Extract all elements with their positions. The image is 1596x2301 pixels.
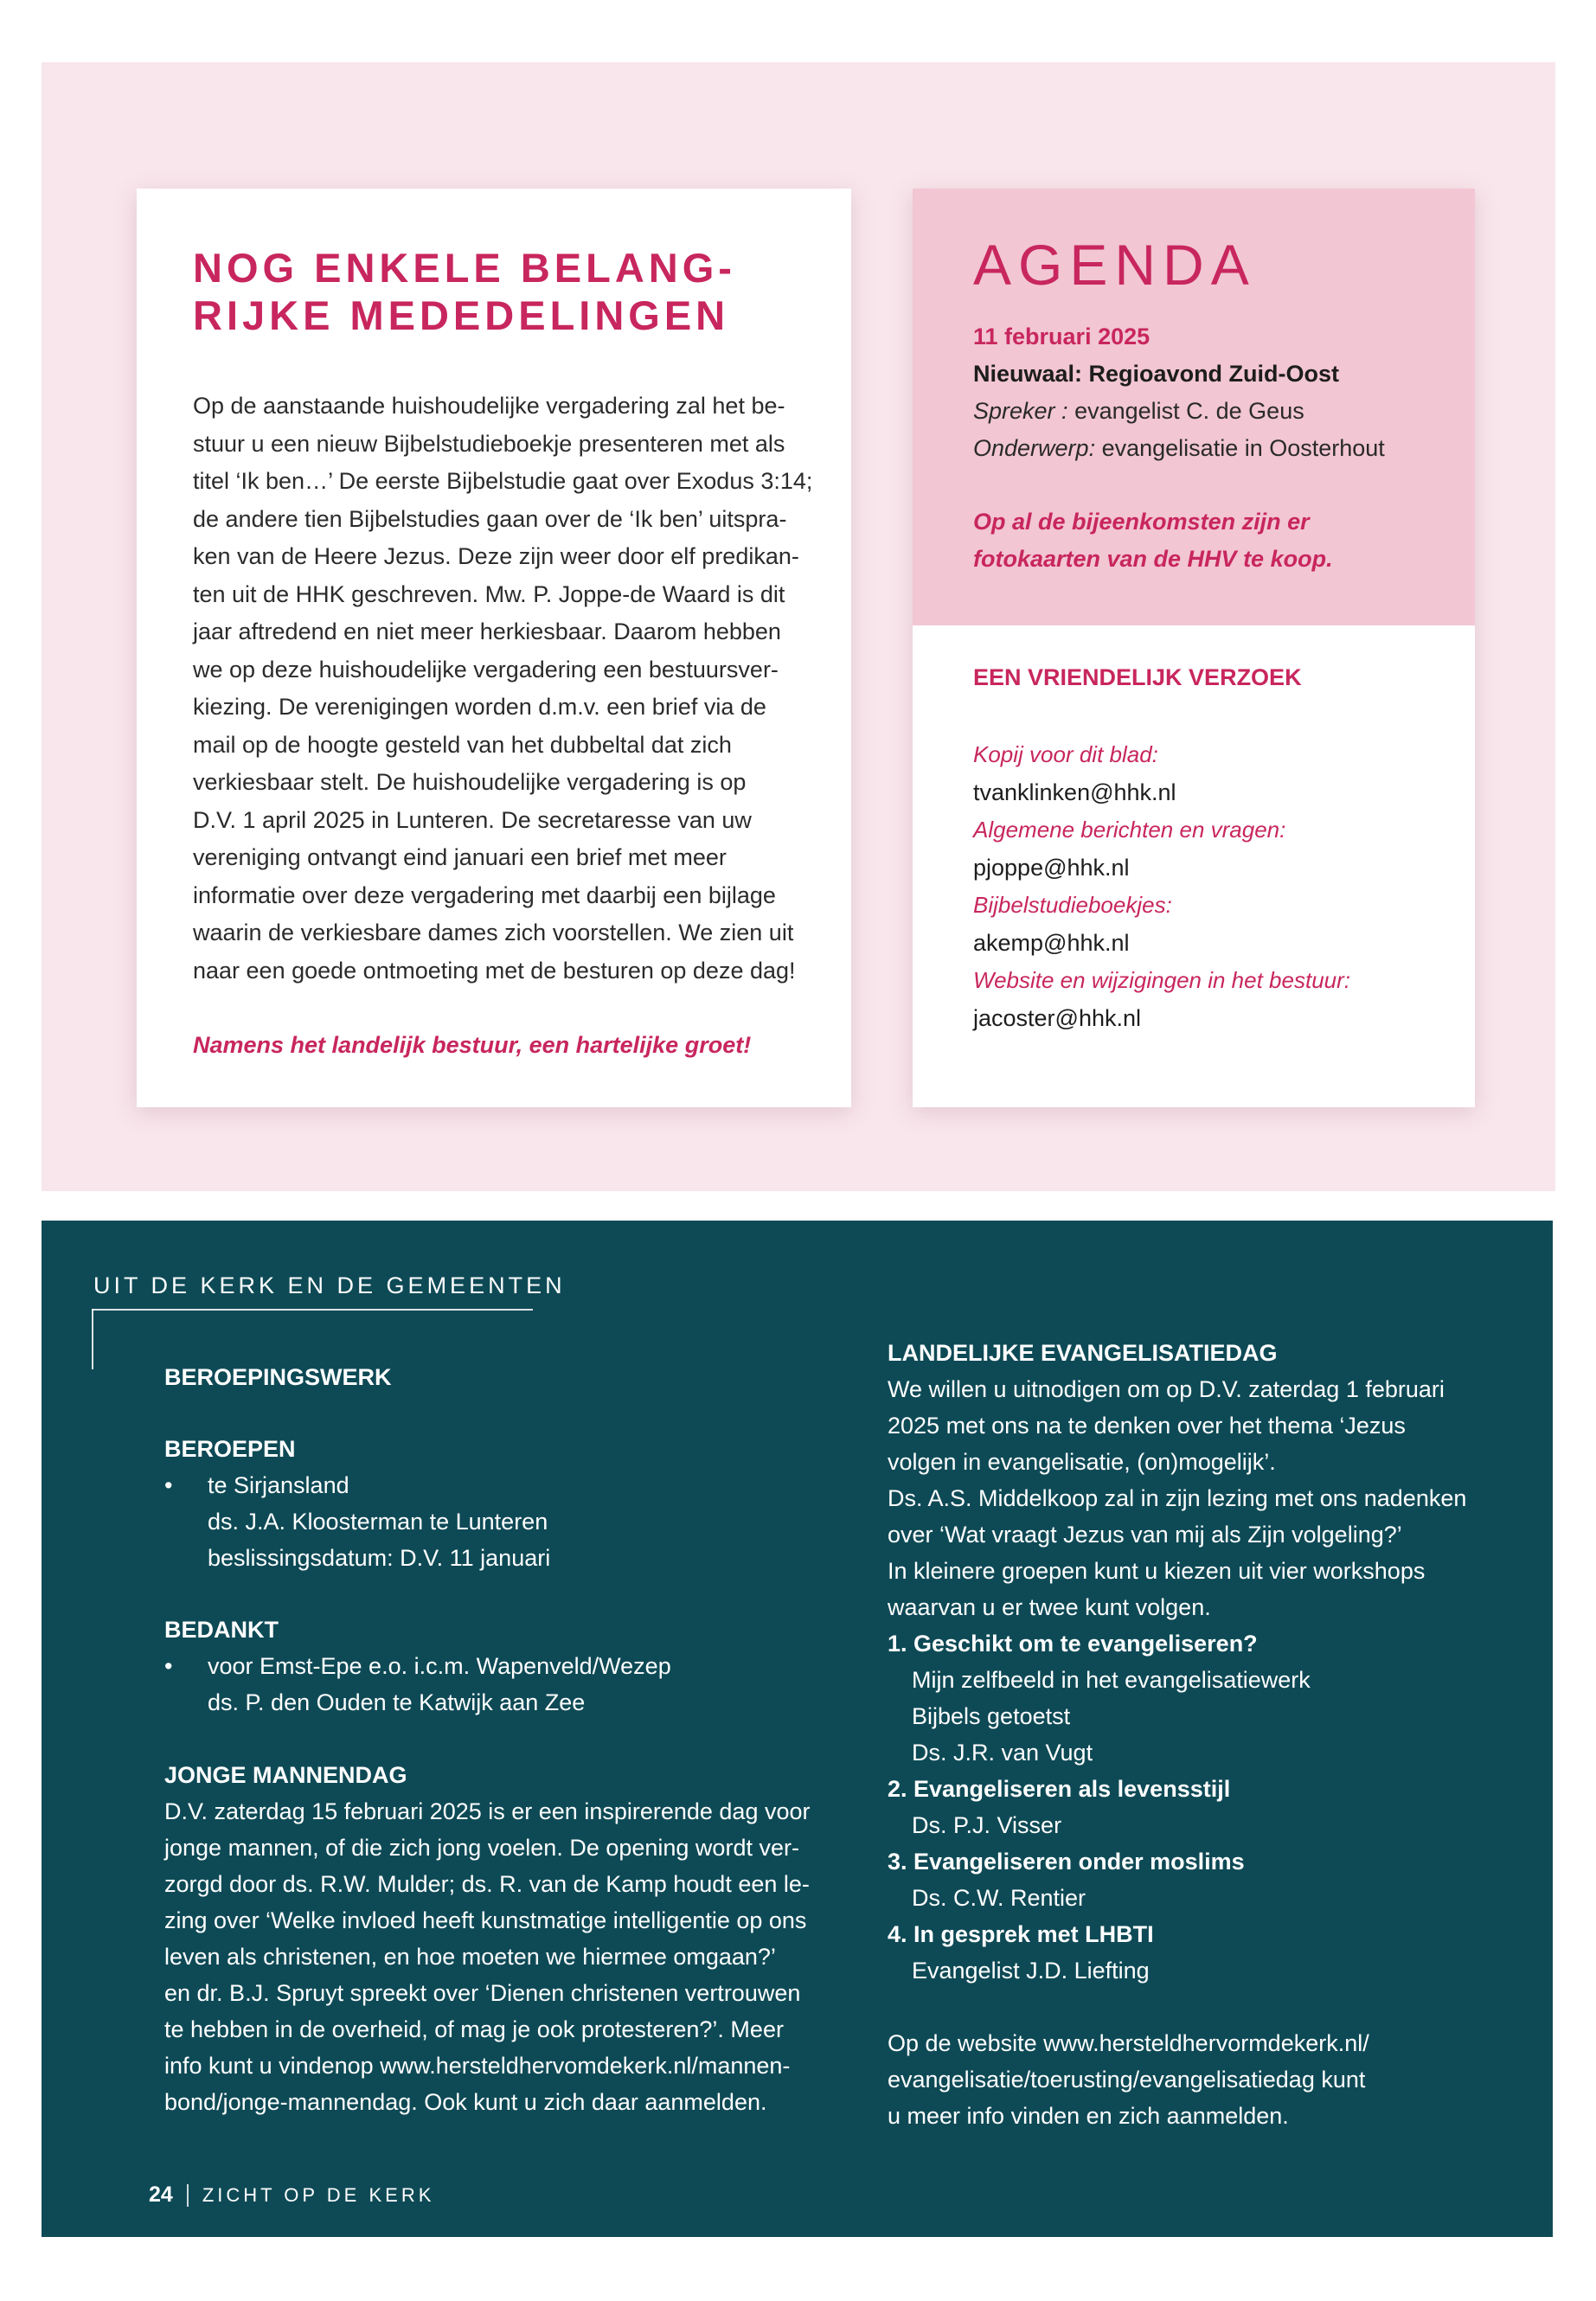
body-line: de andere tien Bijbelstudies gaan over de ‘Ik ben’ uitspra-: [193, 505, 787, 532]
body-line: informatie over deze vergadering met daarbij een bijlage: [193, 881, 776, 908]
agenda-speaker-label: Spreker :: [973, 398, 1068, 424]
body-line: ten uit de HHK geschreven. Mw. P. Joppe-de Waard is dit: [193, 580, 785, 607]
announcements-title-line-2: RIJKE MEDEDELINGEN: [193, 292, 730, 338]
request-email[interactable]: tvanklinken@hhk.nl: [973, 779, 1176, 805]
section-label: UIT DE KERK EN DE GEMEENTEN: [93, 1272, 566, 1298]
church-news-panel: [42, 1221, 1553, 2237]
body-line: vereniging ontvangt eind januari een brief met meer: [193, 844, 727, 870]
agenda-speaker: [973, 393, 1475, 430]
announcements-title-line-1: NOG ENKELE BELANG-: [193, 245, 736, 291]
beroepingswerk-heading: BEROEPINGSWERK: [164, 1364, 392, 1390]
text-line: over ‘Wat vraagt Jezus van mij als Zijn volgeling?’: [888, 1522, 1402, 1548]
text-line: info kunt u vindenop www.hersteldhervomdekerk.nl/mannen-: [164, 2053, 791, 2079]
agenda-topic-value: evangelisatie in Oosterhout: [1101, 435, 1385, 461]
evangelisatiedag-outro: [888, 2025, 1528, 2134]
workshop-list: [888, 1625, 1528, 1989]
workshop-line: Ds. C.W. Rentier: [912, 1885, 1086, 1911]
text-line: evangelisatie/toerusting/evangelisatiedag kunt: [888, 2067, 1366, 2093]
announcements-closing: Namens het landelijk bestuur, een hartelijke groet!: [193, 1032, 752, 1058]
beroepen-heading: BEROEPEN: [164, 1436, 296, 1462]
agenda-date: 11 februari 2025: [973, 324, 1151, 349]
agenda-card: [913, 189, 1475, 1107]
agenda-event: Nieuwaal: Regioavond Zuid-Oost: [973, 361, 1340, 387]
request-title: EEN VRIENDELIJK VERZOEK: [973, 664, 1302, 690]
body-line: kiezing. De verenigingen worden d.m.v. een brief via de: [193, 694, 766, 720]
text-line: 2025 met ons na te denken over het thema ‘Jezus: [888, 1413, 1406, 1439]
agenda-topic-label: Onderwerp:: [973, 435, 1096, 461]
announcements-card: [137, 189, 851, 1107]
jonge-mannendag-text: [164, 1793, 874, 2120]
bedankt-item: [164, 1648, 874, 1684]
workshop-title: 4. In gesprek met LHBTI: [888, 1921, 1154, 1947]
text-line: zorgd door ds. R.W. Mulder; ds. R. van de Kamp houdt een le-: [164, 1871, 810, 1897]
bedankt-line-2: ds. P. den Ouden te Katwijk aan Zee: [208, 1689, 586, 1715]
footer-divider: [187, 2184, 189, 2207]
bullet-icon: •: [164, 1653, 173, 1679]
agenda-title: AGENDA: [973, 233, 1256, 297]
beroepen-line-2: ds. J.A. Kloosterman te Lunteren: [208, 1509, 548, 1535]
body-line: waarin de verkiesbare dames zich voorstellen. We zien uit: [193, 920, 794, 945]
text-line: te hebben in de overheid, of mag je ook protesteren?’. Meer: [164, 2016, 784, 2042]
workshop-line: Bijbels getoetst: [912, 1703, 1071, 1729]
text-line: We willen u uitnodigen om op D.V. zaterdag 1 februari: [888, 1376, 1445, 1402]
bedankt-heading: BEDANKT: [164, 1617, 279, 1643]
workshop-title: 1. Geschikt om te evangeliseren?: [888, 1631, 1258, 1657]
bullet-icon: •: [164, 1472, 173, 1498]
agenda-box: [913, 189, 1475, 625]
text-line: jonge mannen, of die zich jong voelen. De opening wordt ver-: [164, 1835, 799, 1861]
body-line: ken van de Heere Jezus. Deze zijn weer door elf predikan-: [193, 543, 799, 569]
text-line: D.V. zaterdag 15 februari 2025 is er een inspirerende dag voor: [164, 1798, 811, 1824]
workshop-line: Ds. P.J. Visser: [912, 1812, 1062, 1838]
right-column: [888, 1335, 1528, 2134]
announcements-body: [193, 388, 820, 990]
bedankt-line-1: voor Emst-Epe e.o. i.c.m. Wapenveld/Wezep: [208, 1653, 671, 1679]
body-line: we op deze huishoudelijke vergadering een bestuursver-: [193, 656, 779, 683]
body-line: D.V. 1 april 2025 in Lunteren. De secretaresse van uw: [193, 806, 752, 833]
left-column: [164, 1359, 874, 2120]
request-section: [973, 660, 1458, 1037]
agenda-speaker-value: evangelist C. de Geus: [1074, 398, 1304, 424]
text-line: Op de website www.hersteldhervormdekerk.nl/: [888, 2030, 1369, 2056]
request-label: Kopij voor dit blad:: [973, 741, 1158, 767]
request-label: Algemene berichten en vragen:: [973, 817, 1286, 843]
request-email[interactable]: jacoster@hhk.nl: [973, 1005, 1141, 1031]
agenda-topic: [973, 430, 1475, 467]
beroepen-line-3: beslissingsdatum: D.V. 11 januari: [208, 1545, 551, 1571]
workshop-line: Mijn zelfbeeld in het evangelisatiewerk: [912, 1667, 1311, 1693]
evangelisatiedag-intro: [888, 1371, 1528, 1625]
request-label: Bijbelstudieboekjes:: [973, 892, 1172, 918]
page-footer: [149, 2182, 434, 2208]
magazine-name: ZICHT OP DE KERK: [202, 2183, 435, 2206]
evangelisatiedag-heading: LANDELIJKE EVANGELISATIEDAG: [888, 1340, 1278, 1366]
text-line: volgen in evangelisatie, (on)mogelijk’.: [888, 1449, 1276, 1475]
text-line: zing over ‘Welke invloed heeft kunstmatige intelligentie op ons: [164, 1907, 807, 1933]
agenda-note-line-1: Op al de bijeenkomsten zijn er: [973, 509, 1310, 535]
body-line: Op de aanstaande huishoudelijke vergadering zal het be-: [193, 393, 785, 419]
request-email[interactable]: pjoppe@hhk.nl: [973, 855, 1130, 881]
beroepen-item: [164, 1467, 874, 1503]
text-line: leven als christenen, en hoe moeten we hiermee omgaan?’: [164, 1944, 776, 1970]
body-line: titel ‘Ik ben…’ De eerste Bijbelstudie gaat over Exodus 3:14;: [193, 468, 813, 494]
body-line: jaar aftredend en niet meer herkiesbaar. Daarom hebben: [193, 619, 781, 644]
workshop-title: 3. Evangeliseren onder moslims: [888, 1849, 1245, 1875]
request-email[interactable]: akemp@hhk.nl: [973, 930, 1130, 956]
agenda-note-line-2: fotokaarten van de HHV te koop.: [973, 546, 1333, 572]
body-line: stuur u een nieuw Bijbelstudieboekje presenteren met als: [193, 430, 785, 457]
request-label: Website en wijzigingen in het bestuur:: [973, 967, 1350, 993]
agenda-note: [973, 503, 1475, 578]
jonge-mannendag-heading: JONGE MANNENDAG: [164, 1762, 407, 1788]
announcements-title: [193, 244, 820, 339]
text-line: Ds. A.S. Middelkoop zal in zijn lezing met ons nadenken: [888, 1485, 1467, 1511]
body-line: naar een goede ontmoeting met de besturen op deze dag!: [193, 957, 796, 984]
page-number: 24: [149, 2182, 173, 2207]
section-rule-vertical: [92, 1309, 93, 1369]
text-line: In kleinere groepen kunt u kiezen uit vier workshops: [888, 1558, 1426, 1584]
body-line: verkiesbaar stelt. De huishoudelijke vergadering is op: [193, 769, 747, 795]
body-line: mail op de hoogte gesteld van het dubbeltal dat zich: [193, 731, 732, 758]
beroepen-line-1: te Sirjansland: [208, 1472, 349, 1498]
text-line: bond/jonge-mannendag. Ook kunt u zich daar aanmelden.: [164, 2089, 767, 2115]
workshop-line: Ds. J.R. van Vugt: [912, 1740, 1093, 1766]
workshop-title: 2. Evangeliseren als levensstijl: [888, 1776, 1231, 1802]
section-rule: [92, 1309, 533, 1311]
text-line: en dr. B.J. Spruyt spreekt over ‘Dienen christenen vertrouwen: [164, 1980, 801, 2006]
text-line: waarvan u er twee kunt volgen.: [888, 1594, 1211, 1620]
text-line: u meer info vinden en zich aanmelden.: [888, 2103, 1289, 2129]
workshop-line: Evangelist J.D. Liefting: [912, 1958, 1150, 1984]
